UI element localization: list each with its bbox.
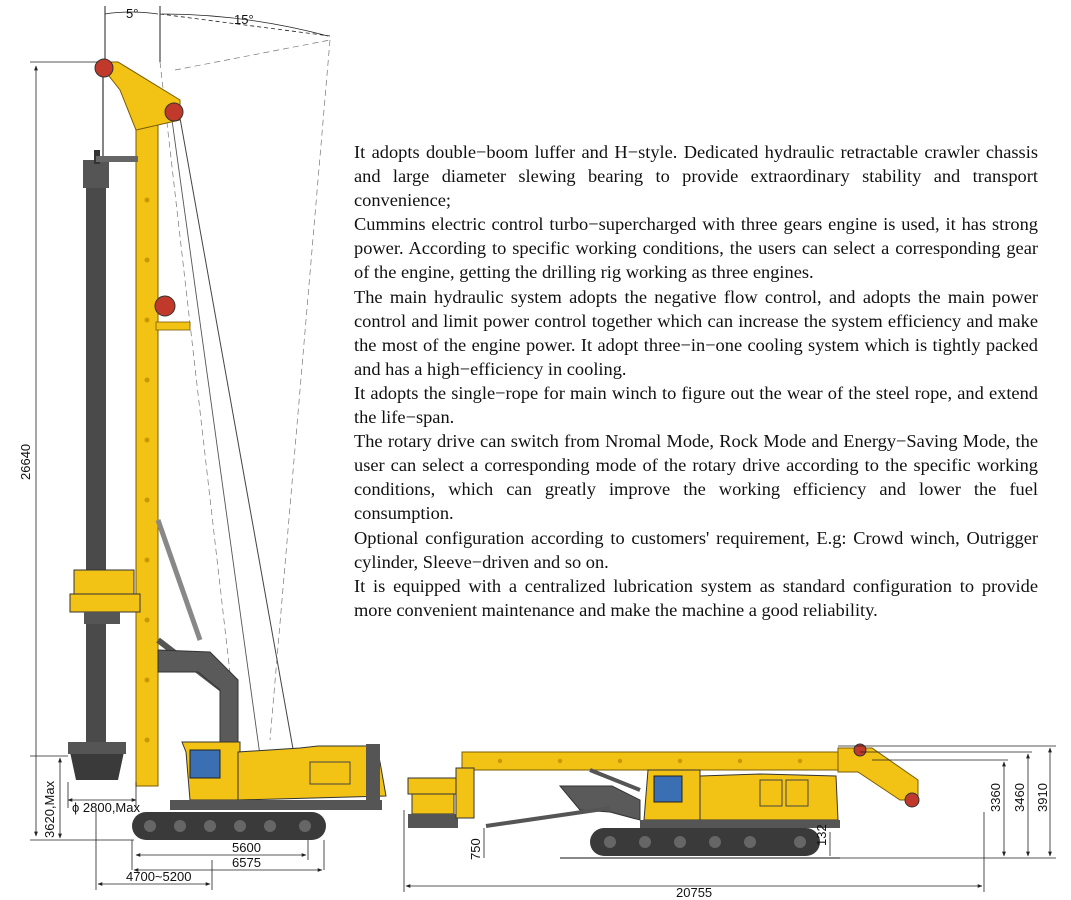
- angle-left-label: 5°: [126, 6, 139, 21]
- description-text: [354, 140, 1038, 622]
- paragraph: It is equipped with a centralized lubrication system as standard configuration to provide more convenient maintenance and make the machine a good reliability.: [354, 575, 1038, 620]
- length-label: 6575: [232, 855, 261, 870]
- radius-label: 4700~5200: [126, 869, 192, 884]
- paragraph: The rotary drive can switch from Nromal Mode, Rock Mode and Energy−Saving Mode, the user can select a corresponding mode of the rotary drive according to the specific working conditions, which can greatly improve the working efficiency and lower the fuel consumption.: [354, 431, 1038, 524]
- transport-h2-label: 3460: [1012, 783, 1027, 812]
- height-total-label: 26640: [18, 443, 33, 480]
- rotary-drive: [70, 570, 140, 624]
- rotary-drive-transport: [408, 768, 474, 828]
- paragraph: It adopts the single−rope for main winch to figure out the wear of the steel rope, and extend the life−span.: [354, 382, 1038, 428]
- kelly-bar: [86, 178, 106, 758]
- paragraph: Optional configuration according to customers' requirement, E.g: Crowd winch, Outrigger cylinder, Sleeve−driven and so on.: [354, 527, 1038, 572]
- angle-right-label: 15°: [234, 12, 254, 27]
- transport-length-label: 20755: [676, 885, 713, 900]
- diameter-label: ϕ 2800,Max: [72, 800, 140, 815]
- transport-front-low-label: 750: [468, 838, 483, 860]
- transport-view-rig: [408, 744, 919, 858]
- side-view-rig: [68, 6, 386, 840]
- mast: [136, 110, 158, 786]
- paragraph: Cummins electric control turbo−supercharged with three gears engine is used, it has strong power. According to specific working conditions, the users can select a corresponding gear of the engine, getting the drilling rig working as three engines.: [354, 214, 1038, 283]
- crawler-track-transport: [590, 828, 820, 856]
- transport-h3-label: 3910: [1035, 783, 1050, 812]
- drill-bucket: [70, 752, 124, 780]
- paragraph: It adopts double−boom luffer and H−style. Dedicated hydraulic retractable crawler chassis and large diameter slewing bearing to provide extraordinary stability and transport convenience;: [354, 142, 1038, 211]
- crawler-track: [132, 812, 326, 840]
- upper-body: [238, 746, 386, 800]
- paragraph: The main hydraulic system adopts the negative flow control, and adopts the main power control and limit power control together which can increase the system efficiency and make the most of the engine power. It adopt three−in−one cooling system which is tightly packed and has a high−efficiency in cooling.: [354, 286, 1038, 379]
- transport-clearance-label: 132: [814, 824, 829, 846]
- transport-h1-label: 3360: [988, 783, 1003, 812]
- track-length-label: 5600: [232, 840, 261, 855]
- rig-height-label: 3620,Max: [42, 780, 57, 838]
- mast-horizontal: [462, 752, 842, 770]
